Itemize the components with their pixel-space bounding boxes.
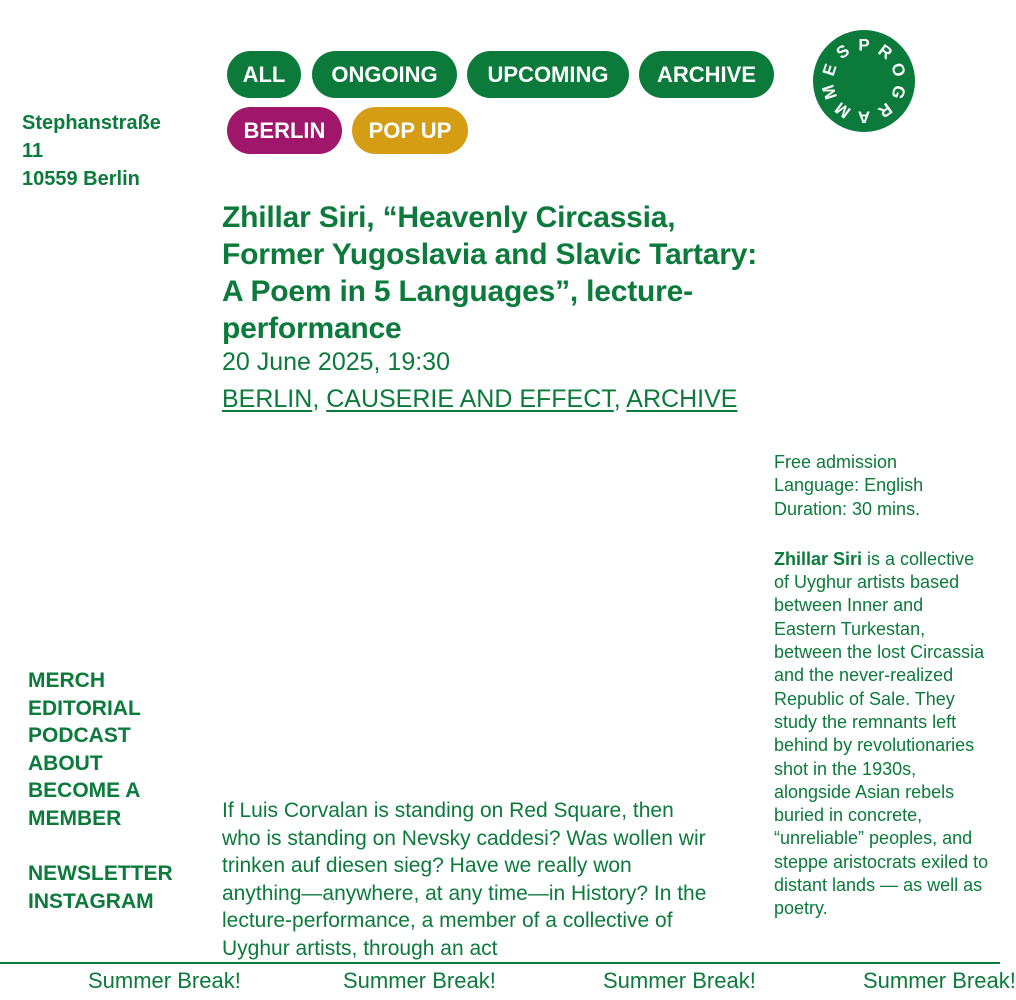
artist-bio — [774, 548, 989, 921]
language-info: Language: English — [774, 475, 924, 496]
event-title-line: performance — [222, 312, 402, 345]
main-nav — [28, 667, 173, 915]
filter-berlin-button[interactable]: BERLIN — [227, 107, 342, 154]
badge-letter: O — [887, 60, 910, 80]
badge-letter: R — [874, 98, 896, 122]
tag-archive-link[interactable]: ARCHIVE — [626, 385, 738, 413]
tag-separator: , — [312, 385, 327, 413]
event-title — [222, 199, 842, 347]
filter-ongoing-button[interactable]: ONGOING — [312, 51, 457, 98]
filter-archive-button[interactable]: ARCHIVE — [639, 51, 774, 98]
ticker-item: Summer Break! — [343, 968, 496, 993]
artist-name: Zhillar Siri — [774, 548, 863, 569]
nav-newsletter-link[interactable]: NEWSLETTER — [28, 862, 173, 886]
duration-info: Duration: 30 mins. — [774, 498, 921, 519]
nav-editorial-link[interactable]: EDITORIAL — [28, 696, 141, 720]
address-block — [22, 109, 161, 193]
tag-causerie-link[interactable]: CAUSERIE AND EFFECT — [326, 385, 614, 413]
event-date: 20 June 2025, 19:30 — [222, 348, 450, 376]
admission-info: Free admission — [774, 452, 898, 472]
event-title-line: Zhillar Siri, “Heavenly Circassia, — [222, 201, 676, 234]
address-number: 11 — [22, 140, 44, 162]
nav-podcast-link[interactable]: PODCAST — [28, 724, 131, 748]
address-city: 10559 Berlin — [22, 168, 140, 190]
nav-instagram-link[interactable]: INSTAGRAM — [28, 889, 154, 913]
tag-berlin-link[interactable]: BERLIN — [222, 385, 313, 413]
ticker-item: Summer Break! — [603, 968, 756, 993]
address-street: Stephanstraße — [22, 112, 161, 134]
badge-letter: P — [858, 35, 870, 55]
ticker-item: Summer Break! — [88, 968, 241, 993]
programmes-badge[interactable] — [813, 30, 915, 132]
badge-letter: E — [818, 61, 841, 79]
event-title-line: A Poem in 5 Languages”, lecture- — [222, 275, 693, 308]
event-description: If Luis Corvalan is standing on Red Square, then who is standing on Nevsky caddesi? Was wollen wir trinken auf diesen sieg? Have we really won anything—anywhere, at any time—in History? In the lecture-performance, a member of a collective of Uyghur artists, through an act — [222, 799, 707, 960]
badge-letter: M — [831, 98, 855, 122]
filter-popup-button[interactable]: POP UP — [352, 107, 468, 154]
nav-become-member-link[interactable]: BECOME A — [28, 779, 141, 803]
badge-letter: S — [832, 40, 854, 63]
tag-separator: , — [613, 385, 627, 413]
filter-upcoming-button[interactable]: UPCOMING — [467, 51, 629, 98]
ticker-item: Summer Break! — [863, 968, 1016, 993]
nav-merch-link[interactable]: MERCH — [28, 669, 105, 692]
badge-letter: A — [857, 107, 871, 127]
filter-all-button[interactable]: ALL — [227, 51, 301, 98]
event-tags — [222, 383, 737, 415]
badge-letter: R — [874, 40, 896, 64]
badge-letter: M — [818, 82, 841, 102]
nav-become-member-link[interactable]: MEMBER — [28, 806, 122, 830]
badge-letter: G — [887, 82, 910, 102]
artist-bio-text: is a collective of Uyghur artists based between Inner and Eastern Turkestan, between the lost Circassia and the never-realized Republic of Sale. They study the remnants left behind by revolutionaries shot in the 1930s, alongside Asian rebels buried in concrete, “unreliable” peoples, and steppe aristocrats exiled to distant lands — as well as poetry. — [774, 548, 989, 919]
nav-about-link[interactable]: ABOUT — [28, 751, 103, 775]
news-ticker — [0, 964, 1016, 1000]
event-info — [774, 451, 989, 921]
event-title-line: Former Yugoslavia and Slavic Tartary: — [222, 238, 758, 271]
